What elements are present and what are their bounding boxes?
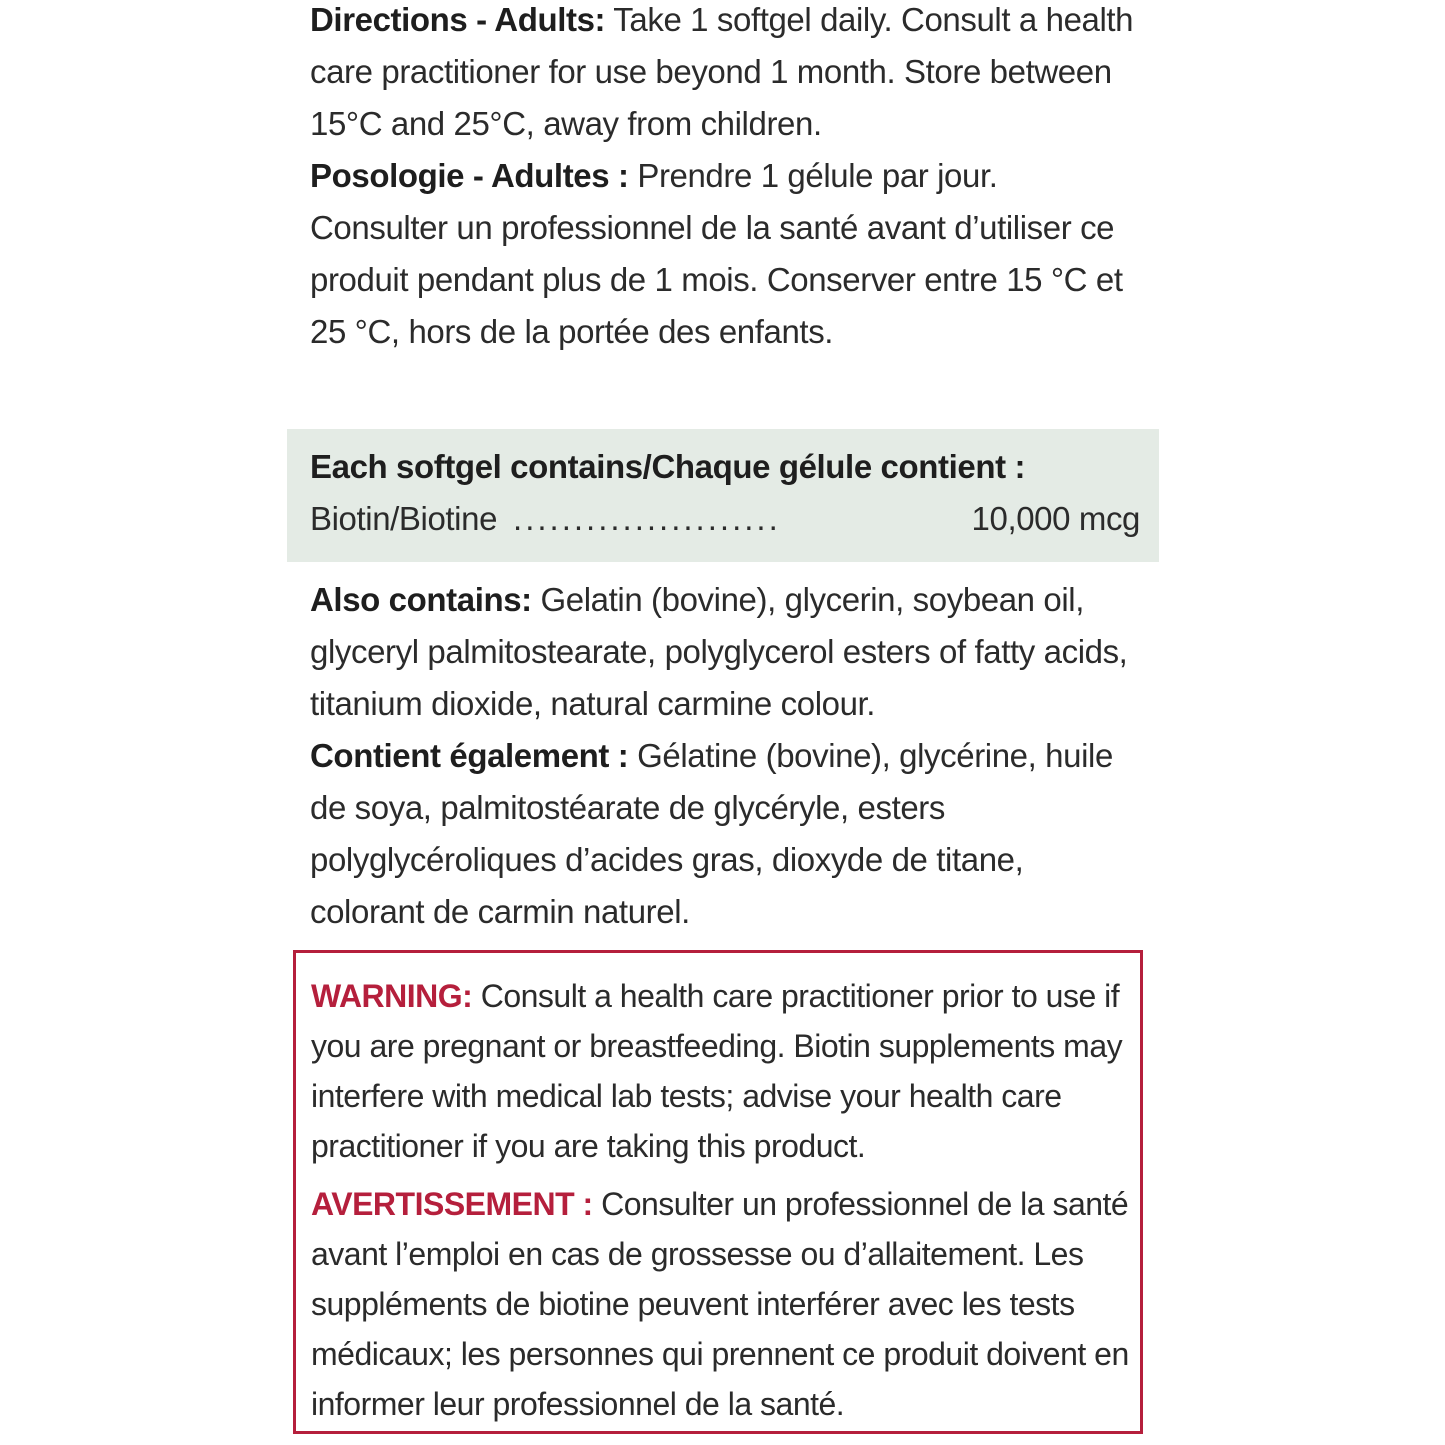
also-contains-en — [310, 574, 1140, 730]
warning-fr-heading: AVERTISSEMENT : — [311, 1186, 593, 1222]
contents-inner — [310, 441, 1140, 545]
ingredient-name: Biotin/Biotine — [310, 500, 498, 537]
contents-heading: Each softgel contains/Chaque gélule contient : — [310, 448, 1026, 485]
warning-en-text: Consult a health care practitioner prior to use if you are pregnant or breastfeeding. Biotin supplements may interfere with medical lab tests; advise your health care practitioner if you are taking this product. — [311, 978, 1123, 1164]
dot-leader: ...................... — [513, 500, 781, 537]
directions-fr — [310, 150, 1140, 358]
warning-fr-text: Consulter un professionnel de la santé avant l’emploi en cas de grossesse ou d’allaitement. Les suppléments de biotine peuvent interférer avec les tests médicaux; les personnes qui prennent ce produit doivent en informer leur professionnel de la santé. — [311, 1186, 1129, 1422]
also-contains-section — [310, 574, 1140, 938]
directions-en — [310, 0, 1140, 150]
directions-fr-heading: Posologie - Adultes : — [310, 157, 629, 194]
directions-fr-text: Prendre 1 gélule par jour. Consulter un professionnel de la santé avant d’utiliser ce produit pendant plus de 1 mois. Conserver entre 15 °C et 25 °C, hors de la portée des enfants. — [310, 157, 1123, 350]
warning-inner — [311, 971, 1141, 1437]
warning-en — [311, 971, 1141, 1171]
also-contains-fr — [310, 730, 1140, 938]
also-contains-en-text: Gelatin (bovine), glycerin, soybean oil, glyceryl palmitostearate, polyglycerol esters of fatty acids, titanium dioxide, natural carmine colour. — [310, 581, 1128, 722]
contents-panel — [287, 429, 1159, 562]
also-contains-fr-text: Gélatine (bovine), glycérine, huile de soya, palmitostéarate de glycéryle, esters polyglycéroliques d’acides gras, dioxyde de titane, colorant de carmin naturel. — [310, 737, 1113, 930]
ingredient-row — [310, 493, 1140, 545]
warning-en-heading: WARNING: — [311, 978, 473, 1014]
directions-en-heading: Directions - Adults: — [310, 1, 606, 38]
ingredient-amount: 10,000 mcg — [971, 500, 1140, 537]
also-contains-fr-heading: Contient également : — [310, 737, 629, 774]
warning-fr — [311, 1179, 1141, 1429]
warning-box — [293, 950, 1143, 1434]
also-contains-en-heading: Also contains: — [310, 581, 532, 618]
directions-en-text: Take 1 softgel daily. Consult a health care practitioner for use beyond 1 month. Store between 15°C and 25°C, away from children. — [310, 1, 1134, 142]
directions-section — [310, 0, 1140, 358]
